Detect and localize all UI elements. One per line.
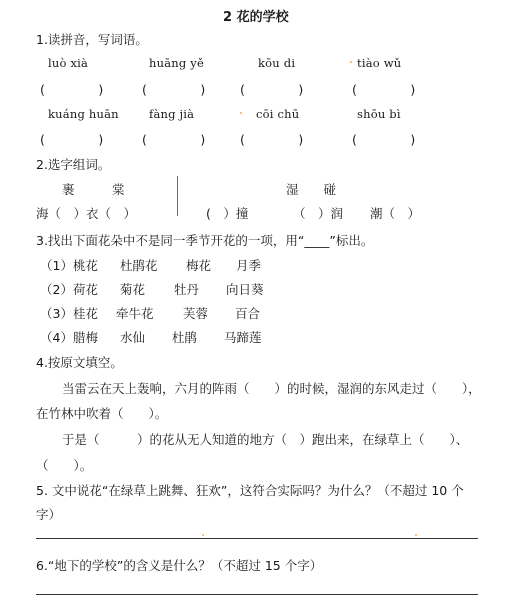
q2-chars-left: 裹 棠 — [62, 182, 125, 197]
scan-mark — [240, 112, 242, 114]
q2-word-blank-3[interactable]: 潮（ ） — [370, 206, 421, 221]
answer-blank-5[interactable]: ( ) — [40, 132, 108, 147]
pinyin-4: tiào wǔ — [357, 56, 402, 70]
q3-heading: 3.找出下面花朵中不是同一季节开花的一项，用“____”标出。 — [36, 233, 374, 248]
q3-option-4-a[interactable]: （4）腊梅 — [40, 330, 98, 345]
pinyin-5: kuáng huān — [48, 107, 119, 121]
q2-chars-right: 湿 碰 — [286, 182, 337, 197]
q5-heading-cont: 字） — [36, 507, 62, 522]
q3-option-4-c[interactable]: 杜鹃 — [172, 330, 198, 345]
scan-mark — [202, 534, 204, 536]
pinyin-3: kōu di — [258, 56, 296, 70]
q2-word-blank-1[interactable]: ( ）撞 — [206, 206, 249, 221]
q5-answer-line[interactable] — [36, 538, 478, 539]
q3-option-3-a[interactable]: （3）桂花 — [40, 306, 98, 321]
q4-heading: 4.按原文填空。 — [36, 355, 123, 370]
q3-option-4-b[interactable]: 水仙 — [120, 330, 146, 345]
q5-heading: 5. 文中说花“在绿草上跳舞、狂欢”，这符合实际吗？为什么？（不超过 10 个 — [36, 483, 464, 498]
q4-paragraph-1-line-2[interactable]: 在竹林中吹着（ ）。 — [36, 406, 168, 421]
answer-blank-2[interactable]: ( ) — [142, 82, 210, 97]
q4-paragraph-2-line-1[interactable]: 于是（ ）的花从无人知道的地方（ ）跑出来，在绿草上（ ）、 — [62, 432, 469, 447]
answer-blank-3[interactable]: ( ) — [240, 82, 308, 97]
q3-option-4-d[interactable]: 马蹄莲 — [224, 330, 262, 345]
pinyin-7: cōi chū — [256, 107, 300, 121]
q3-option-2-d[interactable]: 向日葵 — [226, 282, 264, 297]
q4-paragraph-1-line-1[interactable]: 当雷云在天上轰响，六月的阵雨（ ）的时候，湿润的东风走过（ ）， — [62, 381, 481, 396]
q3-option-1-c[interactable]: 梅花 — [186, 258, 212, 273]
q3-option-3-b[interactable]: 牵牛花 — [116, 306, 154, 321]
q3-option-3-d[interactable]: 百合 — [235, 306, 261, 321]
pinyin-2: huāng yě — [149, 56, 204, 70]
pinyin-8: shōu bì — [357, 107, 401, 121]
q4-paragraph-2-line-2[interactable]: （ ）。 — [36, 458, 93, 473]
scan-mark — [415, 534, 417, 536]
column-divider — [177, 176, 178, 216]
answer-blank-1[interactable]: ( ) — [40, 82, 108, 97]
q3-option-2-c[interactable]: 牡丹 — [174, 282, 200, 297]
q3-option-1-b[interactable]: 杜鹃花 — [120, 258, 158, 273]
answer-blank-4[interactable]: ( ) — [352, 82, 420, 97]
answer-blank-6[interactable]: ( ) — [142, 132, 210, 147]
q2-word-blank-2[interactable]: （ ）润 — [293, 206, 344, 221]
q3-option-1-d[interactable]: 月季 — [236, 258, 262, 273]
scan-mark — [350, 61, 352, 63]
q2-heading: 2.选字组词。 — [36, 157, 111, 172]
q3-option-3-c[interactable]: 芙蓉 — [183, 306, 209, 321]
q2-word-blanks-left[interactable]: 海（ ）衣（ ） — [36, 206, 137, 221]
q6-heading: 6.“地下的学校”的含义是什么？（不超过 15 个字） — [36, 558, 323, 573]
answer-blank-8[interactable]: ( ) — [352, 132, 420, 147]
answer-blank-7[interactable]: ( ) — [240, 132, 308, 147]
q3-option-2-a[interactable]: （2）荷花 — [40, 282, 98, 297]
q3-option-2-b[interactable]: 菊花 — [120, 282, 146, 297]
q6-answer-line[interactable] — [36, 594, 478, 595]
pinyin-1: luò xià — [48, 56, 89, 70]
q3-option-1-a[interactable]: （1）桃花 — [40, 258, 98, 273]
page-title: 2 花的学校 — [223, 10, 289, 25]
pinyin-6: fàng jià — [149, 107, 195, 121]
q1-heading: 1.读拼音，写词语。 — [36, 32, 148, 47]
